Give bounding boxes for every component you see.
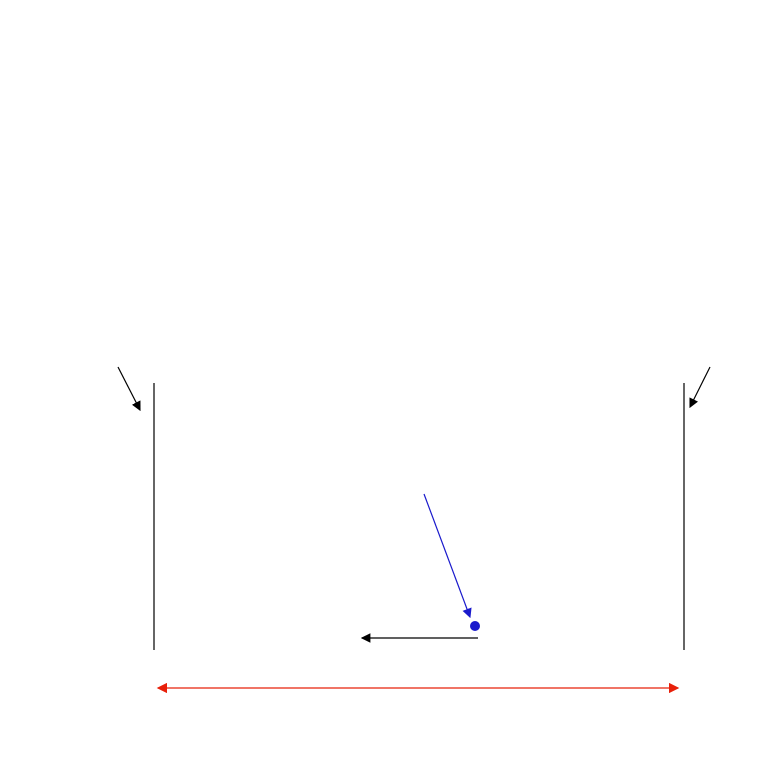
attach-thread-arrow	[424, 494, 470, 617]
armhole-pointer-right	[690, 367, 710, 407]
armhole-pointer-left	[118, 367, 140, 410]
attach-point	[470, 621, 480, 631]
